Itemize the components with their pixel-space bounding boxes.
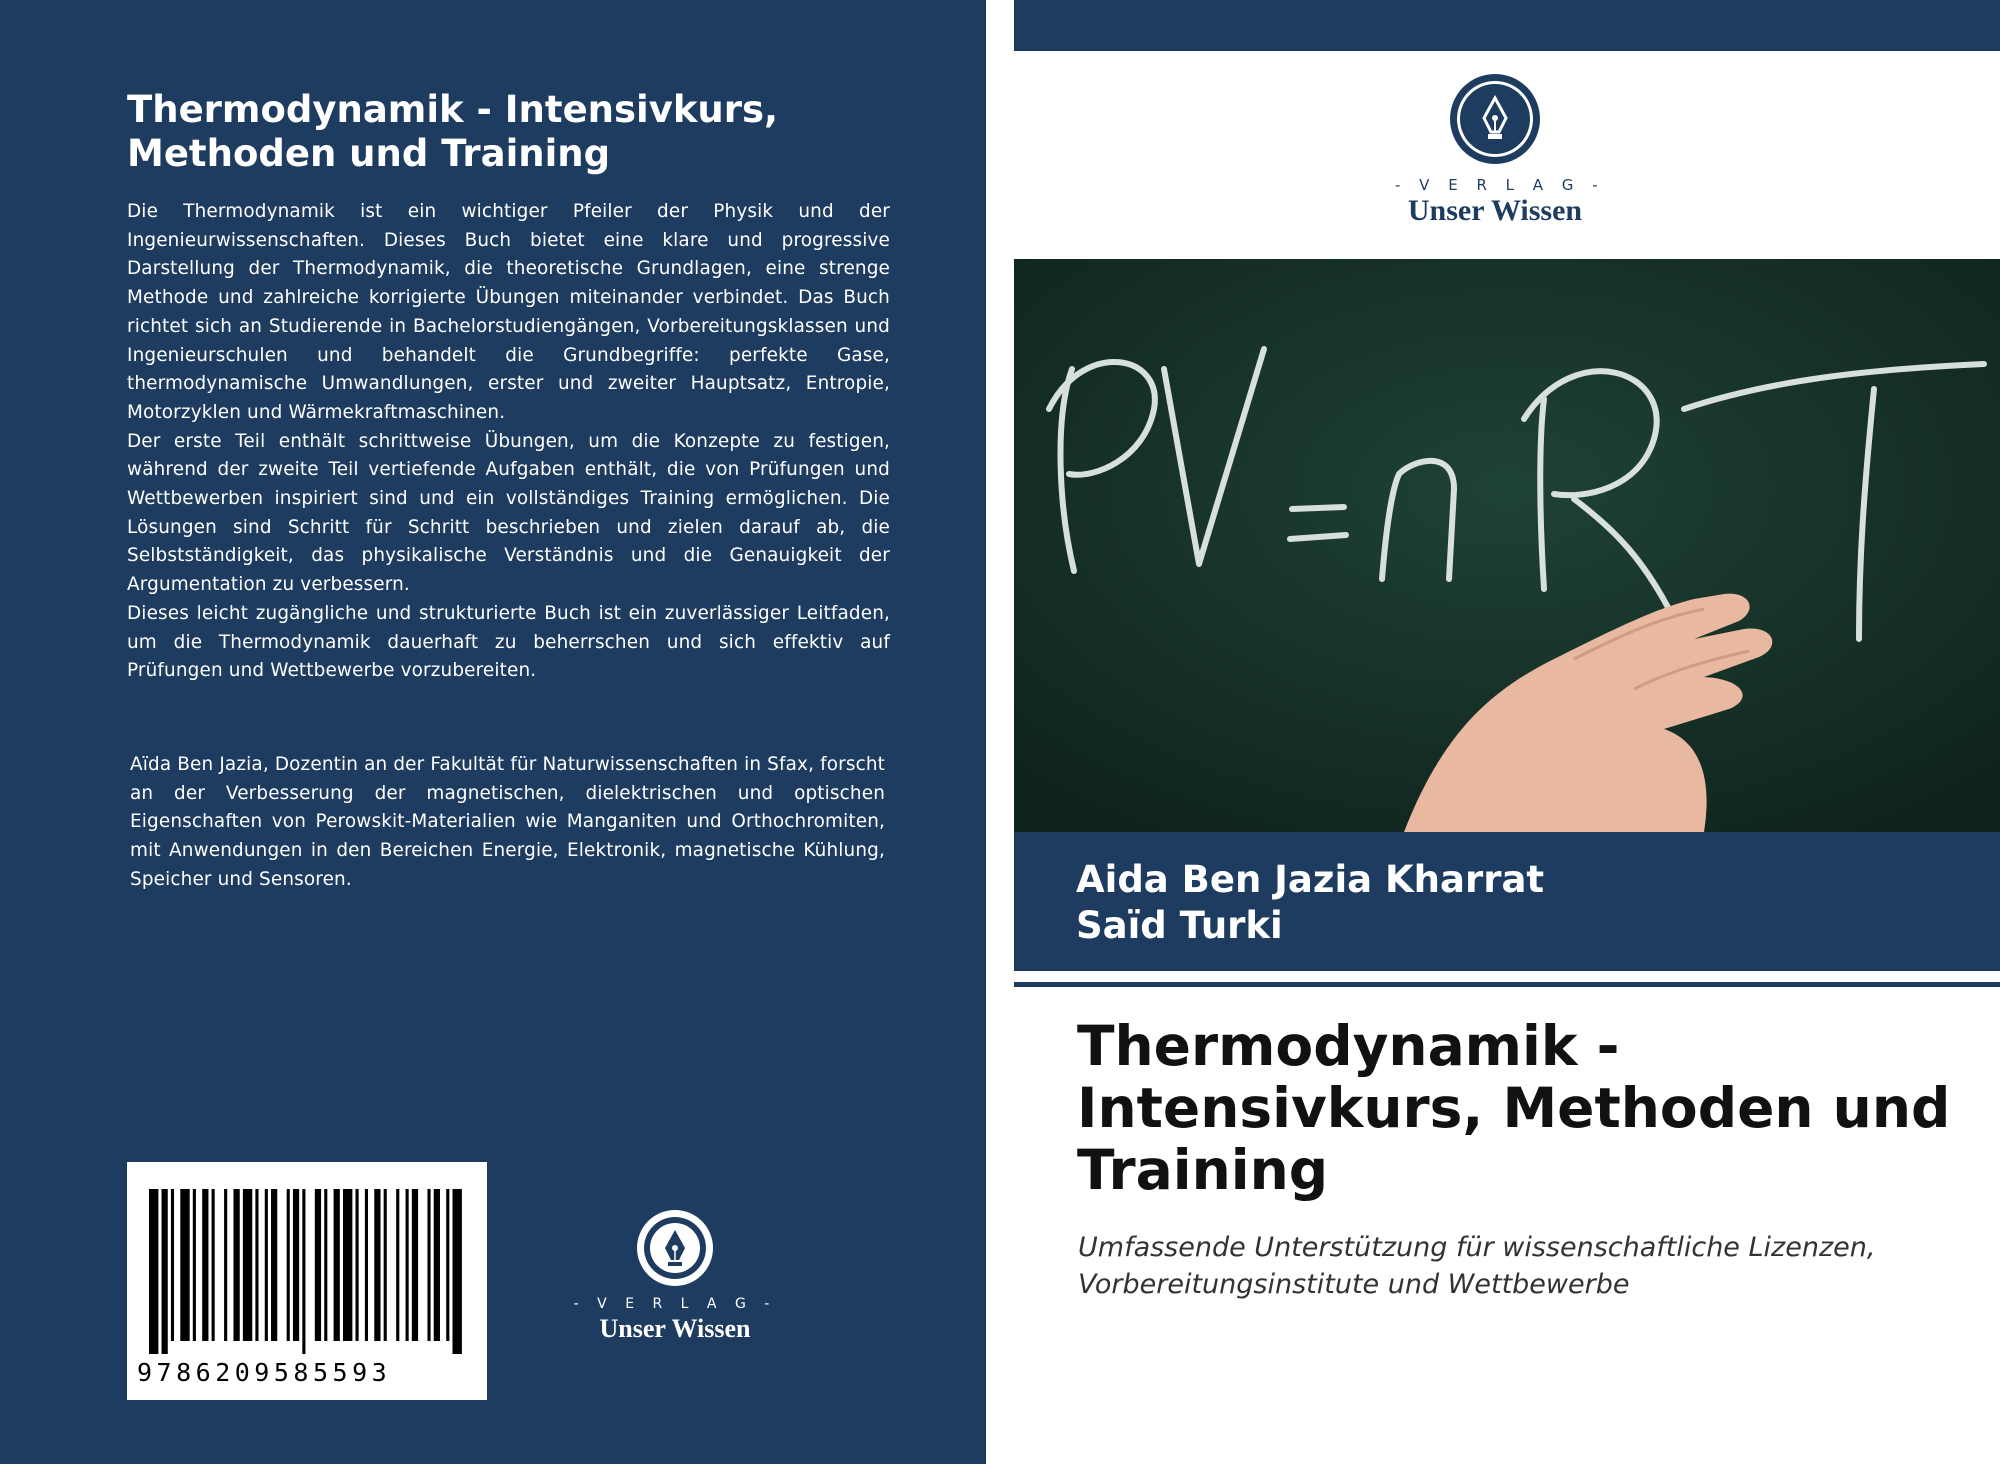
publisher-verlag-label: - V E R L A G - bbox=[573, 1296, 777, 1312]
barcode-bar bbox=[243, 1189, 252, 1341]
barcode-bar bbox=[452, 1189, 461, 1354]
publisher-logo-back bbox=[570, 1208, 780, 1344]
back-cover-title: Thermodynamik - Intensivkurs, Methoden und Training bbox=[127, 88, 779, 175]
barcode-bar bbox=[356, 1189, 359, 1341]
publisher-logo-front bbox=[1395, 72, 1605, 228]
barcode-bar bbox=[171, 1189, 174, 1341]
barcode-bar bbox=[180, 1189, 189, 1341]
barcode-bar bbox=[434, 1189, 440, 1341]
barcode-bar bbox=[162, 1189, 168, 1354]
isbn-barcode bbox=[127, 1162, 487, 1400]
barcode-bar bbox=[365, 1189, 368, 1341]
cover-photo-chalkboard bbox=[1014, 259, 2000, 832]
barcode-bar bbox=[406, 1189, 409, 1341]
isbn-number: 9786209585593 bbox=[137, 1358, 392, 1387]
barcode-bar bbox=[212, 1189, 215, 1341]
barcode-bar bbox=[396, 1189, 399, 1341]
publisher-name: Unser Wissen bbox=[599, 1314, 751, 1343]
barcode-bar bbox=[255, 1189, 258, 1341]
fountain-pen-nib-icon bbox=[635, 1208, 715, 1288]
barcode-icon bbox=[149, 1189, 465, 1354]
authors-band bbox=[1014, 832, 2000, 971]
barcode-bar bbox=[233, 1189, 239, 1341]
barcode-bar bbox=[202, 1189, 208, 1341]
barcode-bar bbox=[287, 1189, 290, 1341]
chalkboard-equation-image bbox=[1014, 259, 2000, 832]
barcode-bar bbox=[343, 1189, 352, 1341]
author-name: Aida Ben Jazia Kharrat bbox=[1076, 858, 1545, 901]
barcode-bar bbox=[265, 1189, 268, 1341]
spine bbox=[986, 0, 1014, 1464]
barcode-bar bbox=[315, 1189, 321, 1341]
author-bio: Aïda Ben Jazia, Dozentin an der Fakultät für Naturwissenschaften in Sfax, forscht an der Verbesserung der magnetischen, dielektrischen und optischen Eigenschaften von Perowskit-Materialien wie Manganiten und Orthochromiten, mit Anwendungen in den Bereichen Energie, Elektronik, magnetische Kühlung, Speicher und Sensoren. bbox=[130, 754, 885, 890]
divider-line bbox=[1014, 982, 2000, 987]
barcode-bar bbox=[193, 1189, 196, 1341]
back-cover bbox=[0, 0, 986, 1464]
barcode-bar bbox=[271, 1189, 277, 1341]
barcode-bar bbox=[334, 1189, 340, 1341]
barcode-bar bbox=[293, 1189, 299, 1341]
publisher-verlag-label: - V E R L A G - bbox=[1395, 176, 1605, 194]
back-cover-description: Die Thermodynamik ist ein wichtiger Pfeiler der Physik und der Ingenieurwissenschaften. Dieses Buch bietet eine klare und progressive Darstellung der Thermodynamik, die theoretische Grundlagen, eine strenge Methode und zahlreiche korrigierte Übungen miteinander verbindet. Das Buch richtet sich an Studierende in Bachelorstudiengängen, Vorbereitungsklassen und Ingenieurschulen und behandelt die Grundbegriffe: perfekte Gase, thermodynamische Umwandlungen, erster und zweiter Hauptsatz, Entropie, Motorzyklen und Wärmekraftmaschinen. Der erste Teil enthält schrittweise Übungen, um die Konzepte zu festigen, während der zweite Teil vertiefende Aufgaben enthält, die von Prüfungen und Wettbewerben inspiriert sind und ein vollständiges Training ermöglichen. Die Lösungen sind Schritt für Schritt beschrieben und zielen darauf ab, die Selbstständigkeit, das physikalische Verständnis und die Genauigkeit der Argumentation zu verbessern. Dieses leicht zugängliche und strukturierte Buch ist ein zuverlässiger Leitfaden, um die Thermodynamik dauerhaft zu beherrschen und sich effektiv auf Prüfungen und Wettbewerbe vorzubereiten. bbox=[127, 201, 890, 682]
barcode-bar bbox=[446, 1189, 449, 1341]
barcode-bar bbox=[427, 1189, 430, 1341]
barcode-bar bbox=[384, 1189, 387, 1341]
barcode-bar bbox=[149, 1189, 158, 1354]
barcode-bar bbox=[412, 1189, 418, 1341]
author-name: Saïd Turki bbox=[1076, 904, 1283, 947]
barcode-bar bbox=[224, 1189, 227, 1341]
front-cover-title: Thermodynamik - Intensivkurs, Methoden und Training bbox=[1077, 1014, 1951, 1202]
publisher-name: Unser Wissen bbox=[1407, 194, 1583, 227]
barcode-bar bbox=[302, 1189, 305, 1354]
fountain-pen-nib-icon bbox=[1448, 72, 1542, 166]
barcode-bar bbox=[324, 1189, 327, 1341]
front-cover-subtitle: Umfassende Unterstützung für wissenschaftliche Lizenzen, Vorbereitungsinstitute und Wettbewerbe bbox=[1078, 1232, 1876, 1300]
barcode-bar bbox=[374, 1189, 380, 1341]
front-top-bar bbox=[1014, 0, 2000, 51]
